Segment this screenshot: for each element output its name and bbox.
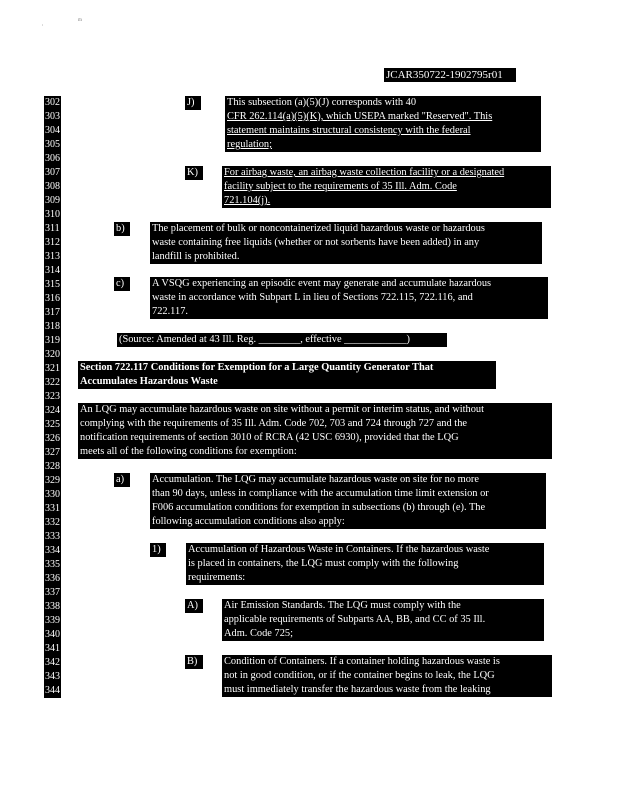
line-number: 322 bbox=[45, 377, 60, 388]
paragraph-1 bbox=[186, 543, 544, 585]
marker-B: B) bbox=[185, 655, 203, 669]
paragraph-b bbox=[150, 222, 542, 264]
text-line: complying with the requirements of 35 Ill. Adm. Code 702, 703 and 724 through 727 and the bbox=[80, 418, 467, 429]
text-line: An LQG may accumulate hazardous waste on site without a permit or interim status, and without bbox=[80, 404, 484, 415]
marker-a: a) bbox=[114, 473, 130, 487]
line-number: 335 bbox=[45, 559, 60, 570]
section-heading bbox=[78, 361, 496, 389]
scan-mark: , bbox=[42, 22, 44, 27]
text-line: applicable requirements of Subparts AA, BB, and CC of 35 Ill. bbox=[224, 614, 486, 625]
marker-J: J) bbox=[185, 96, 201, 110]
line-number: 310 bbox=[45, 209, 60, 220]
line-number: 339 bbox=[45, 615, 60, 626]
intro-paragraph bbox=[78, 403, 552, 459]
text-line: meets all of the following conditions for exemption: bbox=[80, 446, 297, 457]
text-line: than 90 days, unless in compliance with the accumulation time limit extension or bbox=[152, 488, 489, 499]
text-line: waste containing free liquids (whether or not sorbents have been added) in any bbox=[152, 237, 480, 248]
marker-c: c) bbox=[114, 277, 130, 291]
line-number: 317 bbox=[45, 307, 60, 318]
text-line: waste in accordance with Subpart L in lieu of Sections 722.115, 722.116, and bbox=[152, 292, 473, 303]
line-number: 309 bbox=[45, 195, 60, 206]
line-number: 312 bbox=[45, 237, 60, 248]
line-number: 328 bbox=[45, 461, 60, 472]
text-line: not in good condition, or if the container begins to leak, the LQG bbox=[224, 670, 495, 681]
document-id: JCAR350722-1902795r01 bbox=[384, 68, 516, 82]
line-number: 314 bbox=[45, 265, 60, 276]
text-line: requirements: bbox=[188, 572, 246, 583]
line-number: 304 bbox=[45, 125, 60, 136]
text-line: The placement of bulk or noncontainerized liquid hazardous waste or hazardous bbox=[152, 223, 485, 234]
text-line: following accumulation conditions also apply: bbox=[152, 516, 345, 527]
line-number: 342 bbox=[45, 657, 60, 668]
marker-A: A) bbox=[185, 599, 203, 613]
line-number: 311 bbox=[45, 223, 60, 234]
line-number: 321 bbox=[45, 363, 60, 374]
text-line: F006 accumulation conditions for exemption in subsections (b) through (e). The bbox=[152, 502, 486, 513]
line-number: 305 bbox=[45, 139, 60, 150]
text-line: A VSQG experiencing an episodic event may generate and accumulate hazardous bbox=[152, 278, 492, 289]
line-number: 326 bbox=[45, 433, 60, 444]
paragraph-B bbox=[222, 655, 552, 697]
text-line: For airbag waste, an airbag waste collection facility or a designated bbox=[224, 167, 505, 178]
text-line: Accumulation. The LQG may accumulate hazardous waste on site for no more bbox=[152, 474, 480, 485]
line-number: 337 bbox=[45, 587, 60, 598]
heading-line: Section 722.117 Conditions for Exemption for a Large Quantity Generator That bbox=[80, 362, 434, 373]
paragraph-a bbox=[150, 473, 546, 529]
text-line: is placed in containers, the LQG must comply with the following bbox=[188, 558, 459, 569]
line-number: 303 bbox=[45, 111, 60, 122]
line-number: 324 bbox=[45, 405, 60, 416]
line-number: 308 bbox=[45, 181, 60, 192]
line-number: 318 bbox=[45, 321, 60, 332]
text-line: 721.104(j). bbox=[224, 195, 271, 206]
paragraph-J bbox=[225, 96, 541, 152]
line-number: 341 bbox=[45, 643, 60, 654]
line-number: 333 bbox=[45, 531, 60, 542]
text-line: Adm. Code 725; bbox=[224, 628, 293, 639]
heading-line: Accumulates Hazardous Waste bbox=[80, 376, 218, 387]
marker-K: K) bbox=[185, 166, 203, 180]
text-line: landfill is prohibited. bbox=[152, 251, 240, 262]
marker-1: 1) bbox=[150, 543, 166, 557]
line-number: 340 bbox=[45, 629, 60, 640]
line-number: 302 bbox=[45, 97, 60, 108]
text-line: Air Emission Standards. The LQG must comply with the bbox=[224, 600, 461, 611]
line-number: 325 bbox=[45, 419, 60, 430]
text-line: regulation; bbox=[227, 139, 273, 150]
text-line: statement maintains structural consistency with the federal bbox=[227, 125, 471, 136]
text-line: must immediately transfer the hazardous waste from the leaking bbox=[224, 684, 491, 695]
line-number: 331 bbox=[45, 503, 60, 514]
paragraph-c bbox=[150, 277, 548, 319]
text-line: notification requirements of section 3010 of RCRA (42 USC 6930), provided that the LQG bbox=[80, 432, 459, 443]
paragraph-A bbox=[222, 599, 544, 641]
line-number: 338 bbox=[45, 601, 60, 612]
text-line: Condition of Containers. If a container holding hazardous waste is bbox=[224, 656, 500, 667]
text-line: 722.117. bbox=[152, 306, 188, 317]
scan-mark: m bbox=[78, 18, 82, 23]
line-number: 323 bbox=[45, 391, 60, 402]
paragraph-K bbox=[222, 166, 551, 208]
line-number: 329 bbox=[45, 475, 60, 486]
text-line: This subsection (a)(5)(J) corresponds with 40 bbox=[227, 97, 417, 108]
source-note: (Source: Amended at 43 Ill. Reg. ________, effective ____________) bbox=[117, 333, 447, 347]
line-number: 315 bbox=[45, 279, 60, 290]
text-line: CFR 262.114(a)(5)(K), which USEPA marked "Reserved". This bbox=[227, 111, 493, 122]
text-line: facility subject to the requirements of 35 Ill. Adm. Code bbox=[224, 181, 457, 192]
line-number: 334 bbox=[45, 545, 60, 556]
line-number: 330 bbox=[45, 489, 60, 500]
line-number: 320 bbox=[45, 349, 60, 360]
line-number: 327 bbox=[45, 447, 60, 458]
line-number: 306 bbox=[45, 153, 60, 164]
line-number: 319 bbox=[45, 335, 60, 346]
line-number: 313 bbox=[45, 251, 60, 262]
line-number: 332 bbox=[45, 517, 60, 528]
line-number: 344 bbox=[45, 685, 60, 696]
marker-b: b) bbox=[114, 222, 130, 236]
line-number: 336 bbox=[45, 573, 60, 584]
line-number: 307 bbox=[45, 167, 60, 178]
text-line: Accumulation of Hazardous Waste in Containers. If the hazardous waste bbox=[188, 544, 490, 555]
line-number: 316 bbox=[45, 293, 60, 304]
line-number: 343 bbox=[45, 671, 60, 682]
